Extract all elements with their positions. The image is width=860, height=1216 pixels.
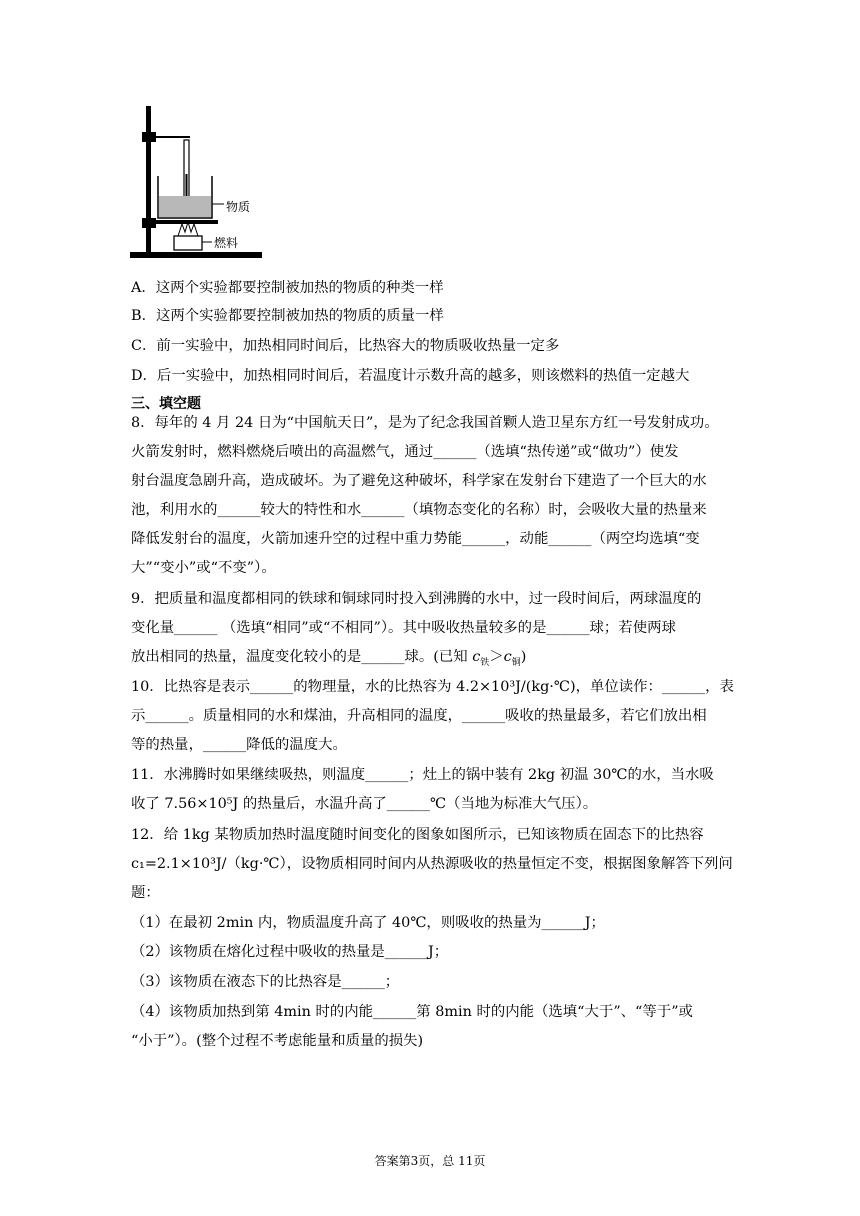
q10-line-2: 示______。质量相同的水和煤油，升高相同的温度，______吸收的热量最多，若它们放出相 xyxy=(131,708,707,724)
q9-line-1: 9．把质量和温度都相同的铁球和铜球同时投入到沸腾的水中，过一段时间后，两球温度的 xyxy=(131,591,702,607)
section-heading: 三、填空题 xyxy=(131,396,201,412)
c-symbol-iron: c xyxy=(472,649,481,665)
q12-part-4: （4）该物质加热到第 4min 时的内能______第 8min 时的内能（选填“大于”、“等于”或 xyxy=(131,1004,693,1020)
q9-line-2: 变化量______ （选填“相同”或“不相同”）。其中吸收热量较多的是______球；若使两球 xyxy=(131,620,676,636)
q8-line-2: 火箭发射时，燃料燃烧后喷出的高温燃气，通过______（选填“热传递”或“做功”）使发 xyxy=(131,444,679,460)
q11-line-1: 11．水沸腾时如果继续吸热，则温度______；灶上的锅中装有 2kg 初温 30℃的水，当水吸 xyxy=(131,767,714,783)
q9-line-3-text: 放出相同的热量，温度变化较小的是______球。(已知 xyxy=(131,649,473,665)
option-b: B．这两个实验都要控制被加热的物质的质量一样 xyxy=(131,308,444,324)
q12-part-2: （2）该物质在熔化过程中吸收的热量是______J； xyxy=(131,944,449,960)
q9-line-3 xyxy=(131,647,526,673)
apparatus-drawing xyxy=(128,104,268,264)
q8-line-1: 8．每年的 4 月 24 日为“中国航天日”，是为了纪念我国首颗人造卫星东方红一号发射成功。 xyxy=(131,415,719,431)
q11-line-2: 收了 7.56×10⁵J 的热量后，水温升高了______℃（当地为标准大气压）。 xyxy=(131,796,598,812)
q10-line-1: 10．比热容是表示______的物理量，水的比热容为 4.2×10³J/(kg·℃)，单位读作：______，表 xyxy=(131,679,734,695)
q12-part-5: “小于”）。(整个过程不考虑能量和质量的损失) xyxy=(131,1033,424,1049)
label-fuel: 燃料 xyxy=(214,236,239,250)
q10-line-3: 等的热量，______降低的温度大。 xyxy=(131,737,347,753)
q8-line-5: 降低发射台的温度，火箭加速升空的过程中重力势能______，动能______（两空均选填“变 xyxy=(131,531,700,547)
q12-line-3: 题： xyxy=(131,885,160,901)
sub-iron: 铁 xyxy=(480,657,490,668)
q12-line-1: 12．给 1kg 某物质加热时温度随时间变化的图象如图所示，已知该物质在固态下的比热容 xyxy=(131,827,704,843)
option-d: D．后一实验中，加热相同时间后，若温度计示数升高的越多，则该燃料的热值一定越大 xyxy=(131,368,690,384)
page-footer: 答案第3页，总 11页 xyxy=(374,1154,486,1168)
close-paren: ) xyxy=(520,649,527,665)
q8-line-3: 射台温度急剧升高，造成破坏。为了避免这种破坏，科学家在发射台下建造了一个巨大的水 xyxy=(131,473,707,489)
q12-part-1: （1）在最初 2min 内，物质温度升高了 40℃，则吸收的热量为______J； xyxy=(131,915,605,931)
option-a: A．这两个实验都要控制被加热的物质的种类一样 xyxy=(131,280,444,296)
q12-line-2: c₁=2.1×10³J/（kg·℃），设物质相同时间内从热源吸收的热量恒定不变，根据图象解答下列问 xyxy=(131,856,733,872)
sub-copper: 铜 xyxy=(511,657,521,668)
q8-line-6: 大”“变小”或“不变”）。 xyxy=(131,560,276,576)
q12-part-3: （3）该物质在液态下的比热容是______； xyxy=(131,974,400,990)
experiment-apparatus-figure xyxy=(128,104,268,264)
label-substance: 物质 xyxy=(226,200,251,214)
option-c: C．前一实验中，加热相同时间后，比热容大的物质吸收热量一定多 xyxy=(131,338,560,354)
c-symbol-copper: c xyxy=(503,649,512,665)
q8-line-4: 池，利用水的______较大的特性和水______（填物态变化的名称）时，会吸收大量的热量来 xyxy=(131,502,707,518)
greater-than: ＞ xyxy=(489,649,504,665)
